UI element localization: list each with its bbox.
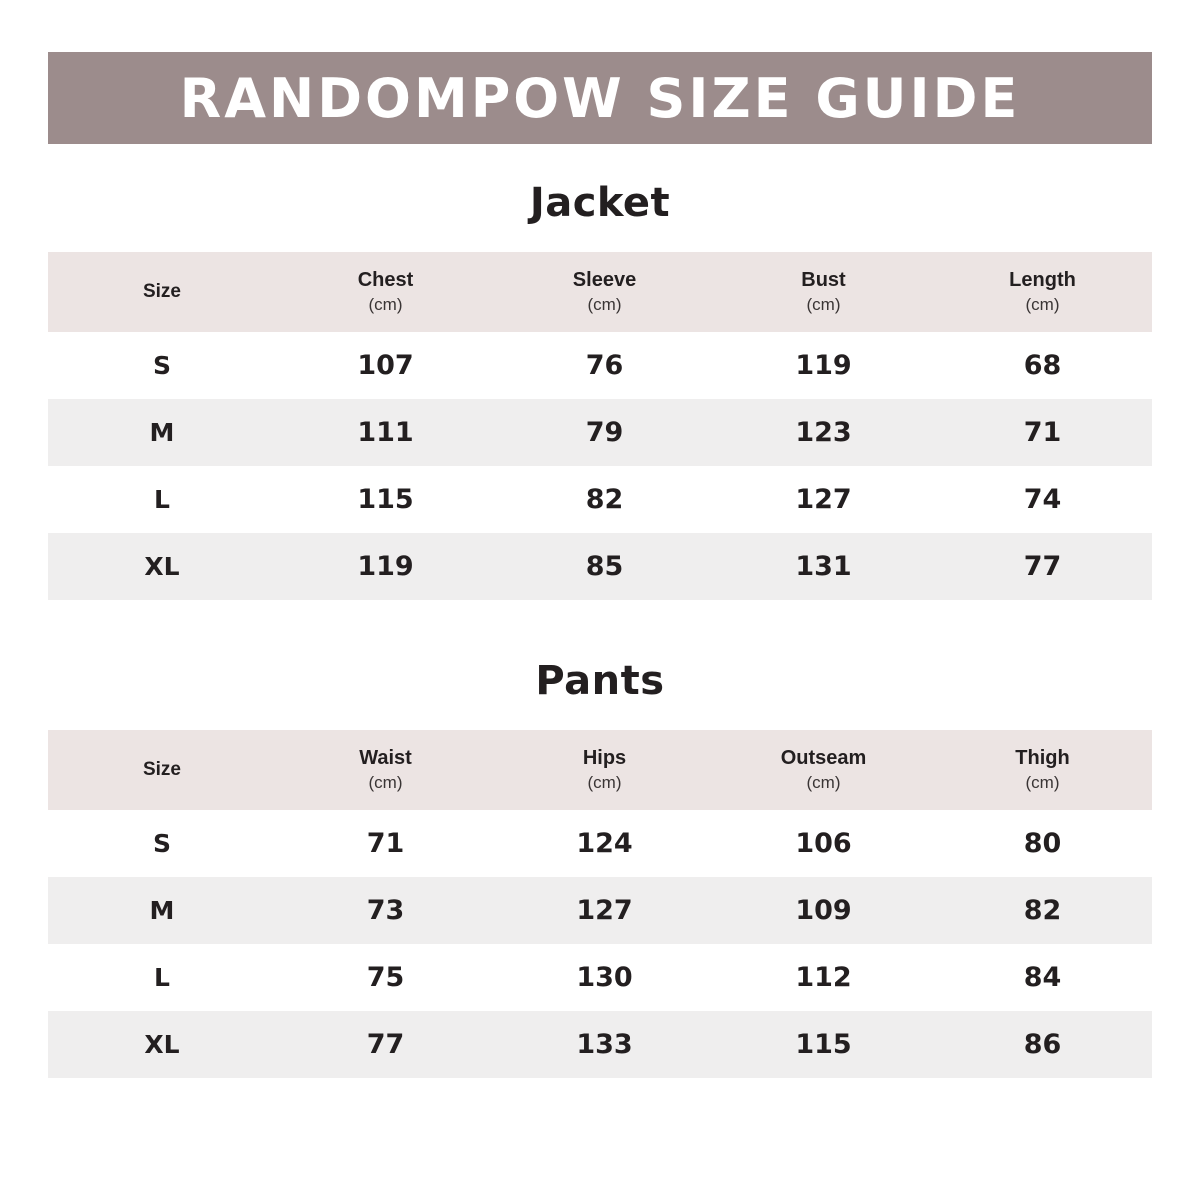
row-value: 133	[495, 1011, 714, 1078]
row-value: 71	[933, 399, 1152, 466]
row-value: 68	[933, 332, 1152, 399]
row-value: 119	[276, 533, 495, 600]
row-value: 127	[714, 466, 933, 533]
jacket-col-size: Size	[48, 252, 276, 332]
row-value: 123	[714, 399, 933, 466]
jacket-section-title: Jacket	[529, 180, 671, 226]
row-size: S	[48, 332, 276, 399]
pants-section	[48, 658, 1152, 1078]
row-value: 115	[714, 1011, 933, 1078]
pants-col-thigh: Thigh (cm)	[933, 730, 1152, 810]
table-header-row	[48, 252, 1152, 332]
row-value: 86	[933, 1011, 1152, 1078]
row-value: 76	[495, 332, 714, 399]
table-row	[48, 877, 1152, 944]
jacket-section	[48, 180, 1152, 600]
pants-col-outseam: Outseam (cm)	[714, 730, 933, 810]
table-header-row	[48, 730, 1152, 810]
row-size: XL	[48, 533, 276, 600]
row-value: 130	[495, 944, 714, 1011]
jacket-size-table	[48, 252, 1152, 600]
jacket-table-body	[48, 332, 1152, 600]
row-value: 77	[933, 533, 1152, 600]
table-row	[48, 533, 1152, 600]
pants-size-table	[48, 730, 1152, 1078]
row-value: 75	[276, 944, 495, 1011]
row-value: 84	[933, 944, 1152, 1011]
row-value: 77	[276, 1011, 495, 1078]
row-value: 107	[276, 332, 495, 399]
row-size: S	[48, 810, 276, 877]
table-row	[48, 944, 1152, 1011]
jacket-col-chest: Chest (cm)	[276, 252, 495, 332]
row-value: 80	[933, 810, 1152, 877]
row-value: 82	[495, 466, 714, 533]
pants-col-hips: Hips (cm)	[495, 730, 714, 810]
row-size: L	[48, 944, 276, 1011]
row-value: 131	[714, 533, 933, 600]
row-value: 111	[276, 399, 495, 466]
size-guide-banner	[48, 52, 1152, 144]
table-row	[48, 332, 1152, 399]
row-value: 119	[714, 332, 933, 399]
table-row	[48, 1011, 1152, 1078]
row-value: 82	[933, 877, 1152, 944]
row-value: 79	[495, 399, 714, 466]
pants-col-waist: Waist (cm)	[276, 730, 495, 810]
row-size: L	[48, 466, 276, 533]
row-value: 74	[933, 466, 1152, 533]
jacket-col-bust: Bust (cm)	[714, 252, 933, 332]
row-value: 106	[714, 810, 933, 877]
table-row	[48, 466, 1152, 533]
row-value: 115	[276, 466, 495, 533]
page-title: RANDOMPOW SIZE GUIDE	[179, 66, 1021, 130]
row-value: 112	[714, 944, 933, 1011]
row-value: 127	[495, 877, 714, 944]
row-value: 124	[495, 810, 714, 877]
row-size: M	[48, 399, 276, 466]
row-value: 73	[276, 877, 495, 944]
jacket-col-sleeve: Sleeve (cm)	[495, 252, 714, 332]
row-value: 85	[495, 533, 714, 600]
row-size: M	[48, 877, 276, 944]
jacket-table-header	[48, 252, 1152, 332]
pants-col-size: Size	[48, 730, 276, 810]
table-row	[48, 399, 1152, 466]
jacket-col-length: Length (cm)	[933, 252, 1152, 332]
pants-section-title: Pants	[535, 658, 665, 704]
pants-table-body	[48, 810, 1152, 1078]
row-value: 109	[714, 877, 933, 944]
row-size: XL	[48, 1011, 276, 1078]
pants-table-header	[48, 730, 1152, 810]
table-row	[48, 810, 1152, 877]
row-value: 71	[276, 810, 495, 877]
